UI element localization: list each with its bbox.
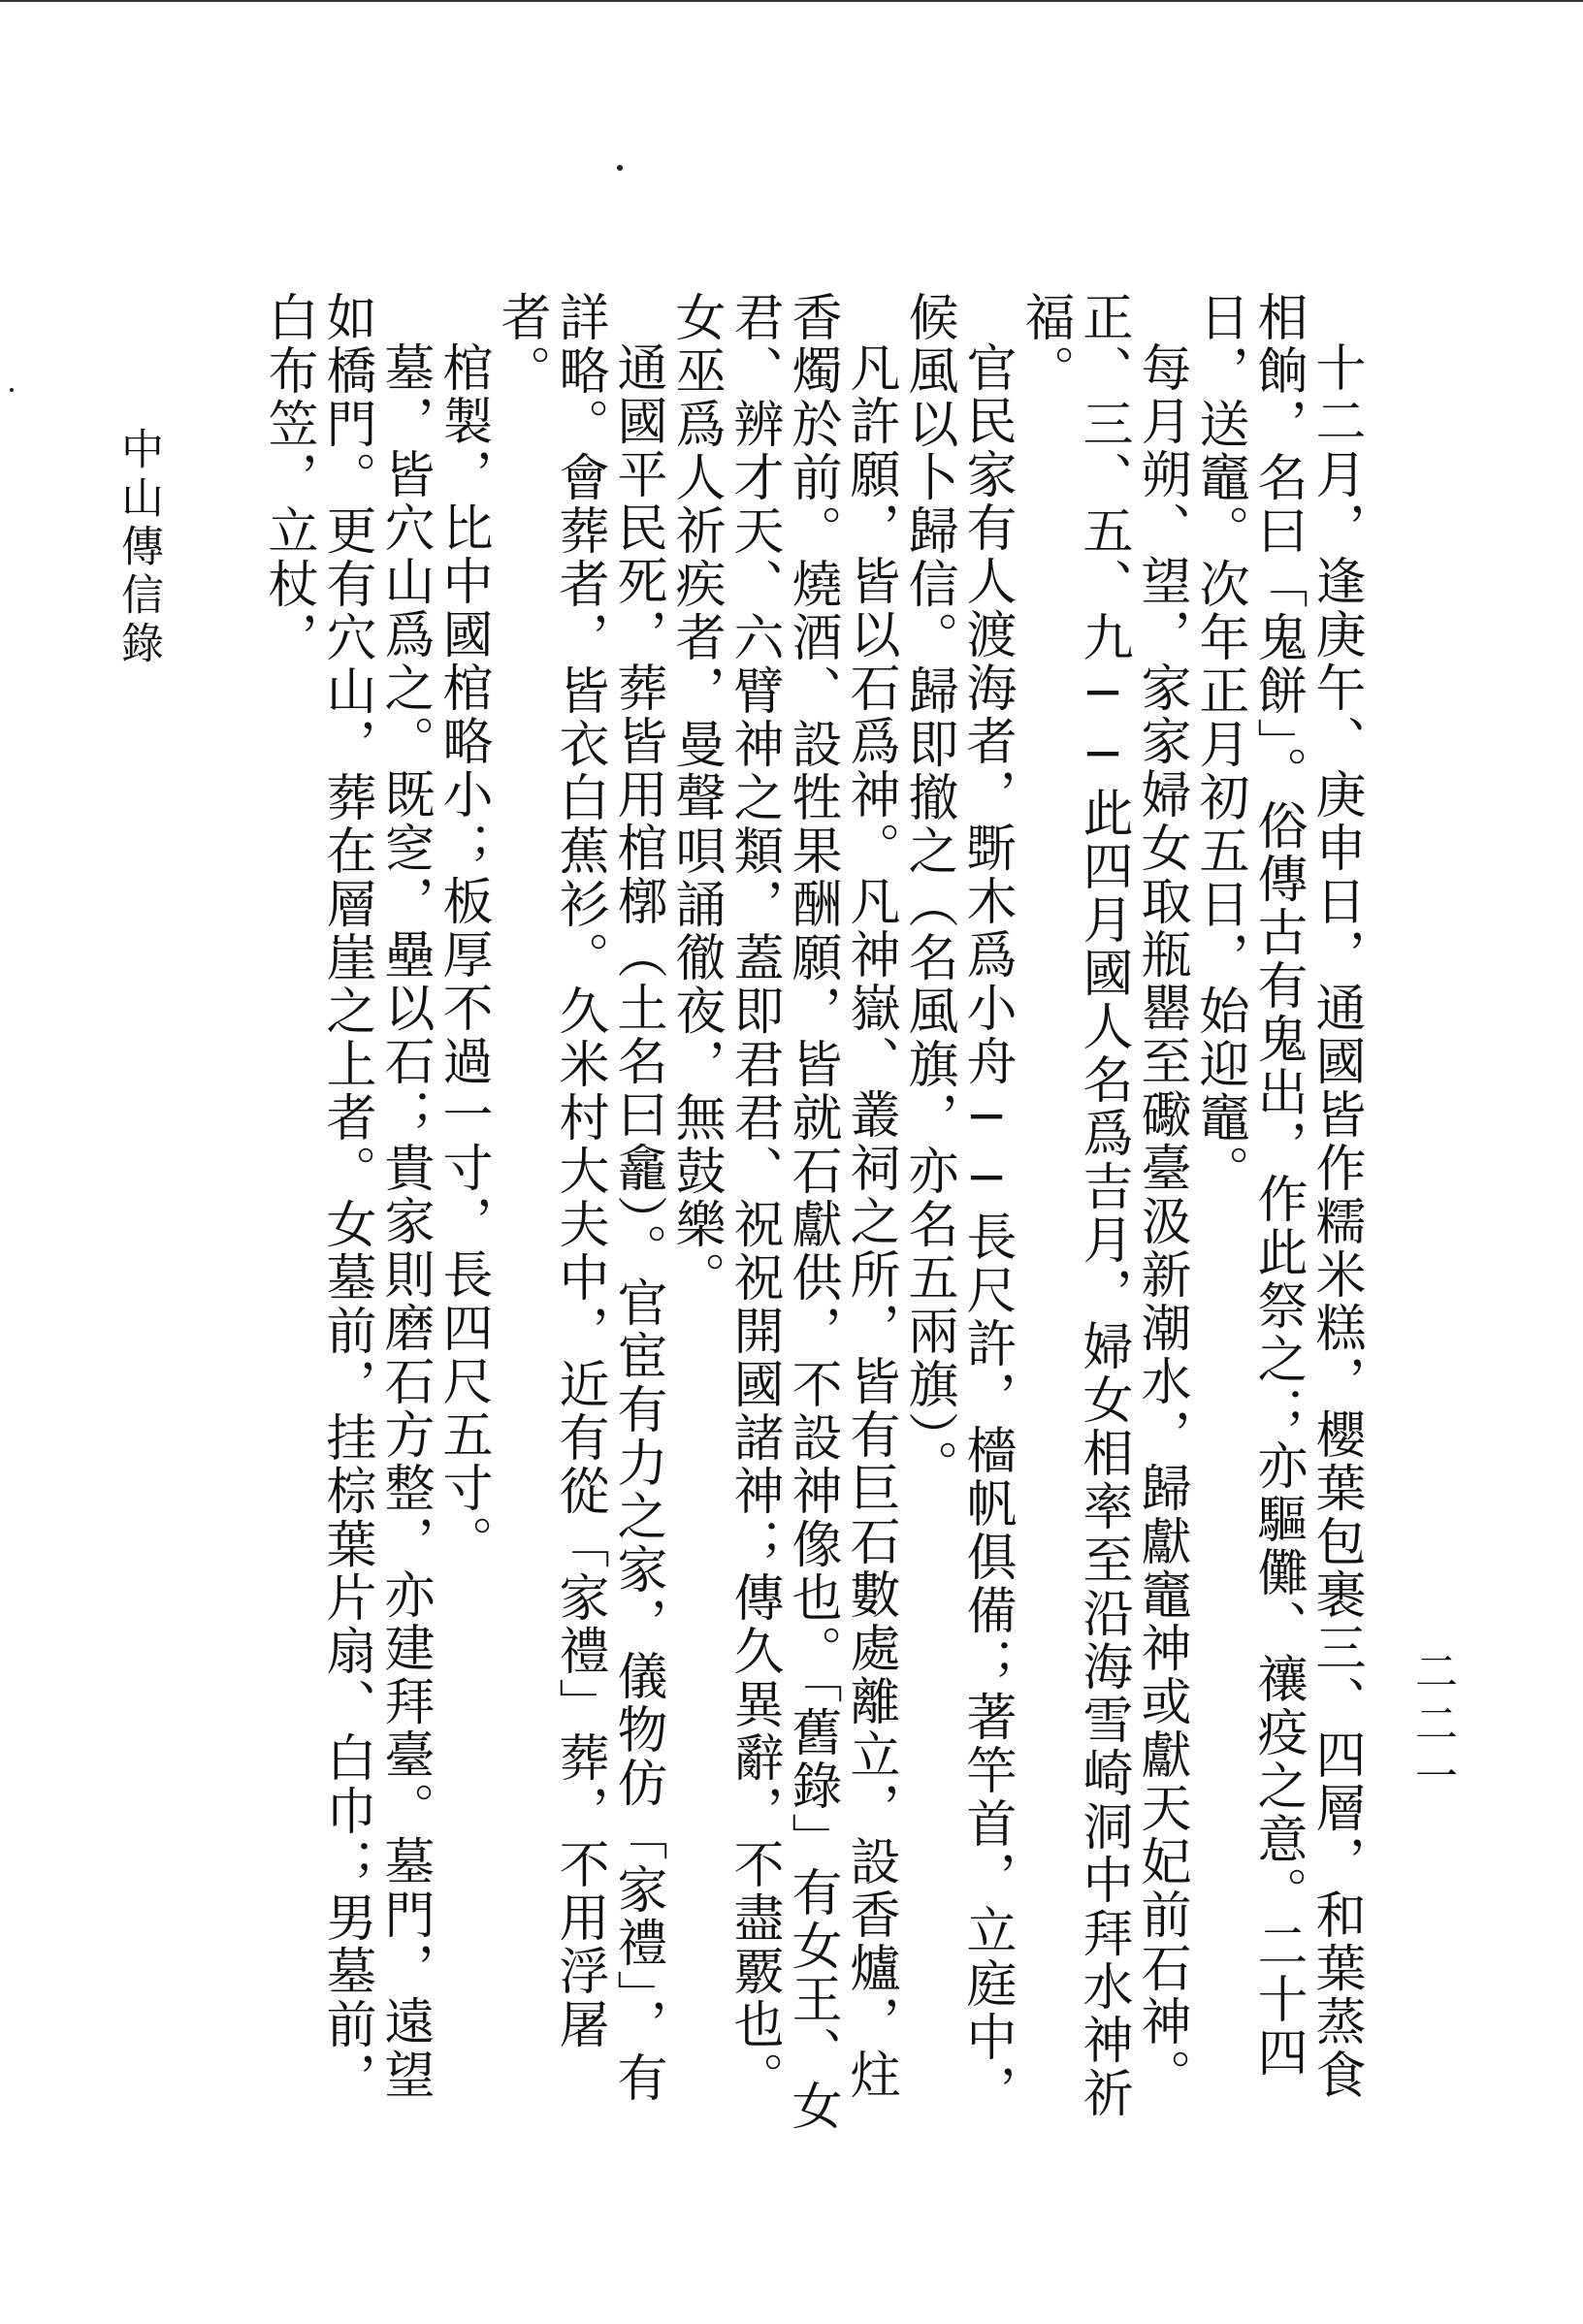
paragraph-tombs: 墓，皆穴山爲之。既窆，壘以石；貴家則磨石方整，亦建拜臺。墓門，遠望如橋門。更有穴山，葬在層崖之上者。女墓前，挂棕葉片扇、白巾；男墓前，白布笠，立杖， <box>259 291 434 2105</box>
scan-speck <box>10 388 14 392</box>
paragraph-coffins: 棺製，比中國棺略小；板厚不過一寸，長四尺五寸。 <box>434 341 492 1568</box>
scan-speck <box>617 165 623 171</box>
running-title: 中山傳信錄 <box>113 427 163 669</box>
paragraph-funerals: 通國平民死，葬皆用棺槨（土名曰龕）。官宦有力之家，儀物仿「家禮」，有詳略。會葬者，皆衣白蕉衫。久米村大夫中，近有從「家禮」葬，不用浮屠者。 <box>492 291 666 2105</box>
body-text <box>259 291 1365 2153</box>
page-top-edge <box>0 0 1583 2</box>
paragraph-monthly-offerings: 每月朔、望，家家婦女取瓶罌至礮臺汲新潮水，歸獻竈神或獻天妃前石神。正、三、五、九──此四月國人名爲吉月，婦女相率至沿海雪崎洞中拜水神祈福。 <box>1016 291 1190 2120</box>
paragraph-vows-stone-gods: 凡許願，皆以石爲神。凡神嶽、叢祠之所，皆有巨石數處離立，設香爐，炷香燭於前。燒酒、設牲果酬願，皆就石獻供，不設神像也。「舊錄」有女王、女君、辨才天、六臂神之類，蓋即君君、祝祝開國諸神；傳久異辭，不盡覈也。女巫爲人祈疾者，曼聲唄誦徹夜，無鼓樂。 <box>666 291 899 2133</box>
page-number: 二二一 <box>1407 1649 1457 1806</box>
paragraph-sea-voyage: 官民家有人渡海者，斲木爲小舟──長尺許，檣帆俱備；著竿首，立庭中，候風以卜歸信。歸即撤之（名風旗，亦名五兩旗）。 <box>899 291 1016 2117</box>
paragraph-twelfth-month: 十二月，逢庚午、庚申日，通國皆作糯米糕，櫻葉包裹三、四層，和葉蒸食相餉，名曰「鬼餅」。俗傳古有鬼出，作此祭之；亦驅儺、禳疫之意。二十四日，送竈。次年正月初五日，始迎竈。 <box>1190 291 1365 2102</box>
